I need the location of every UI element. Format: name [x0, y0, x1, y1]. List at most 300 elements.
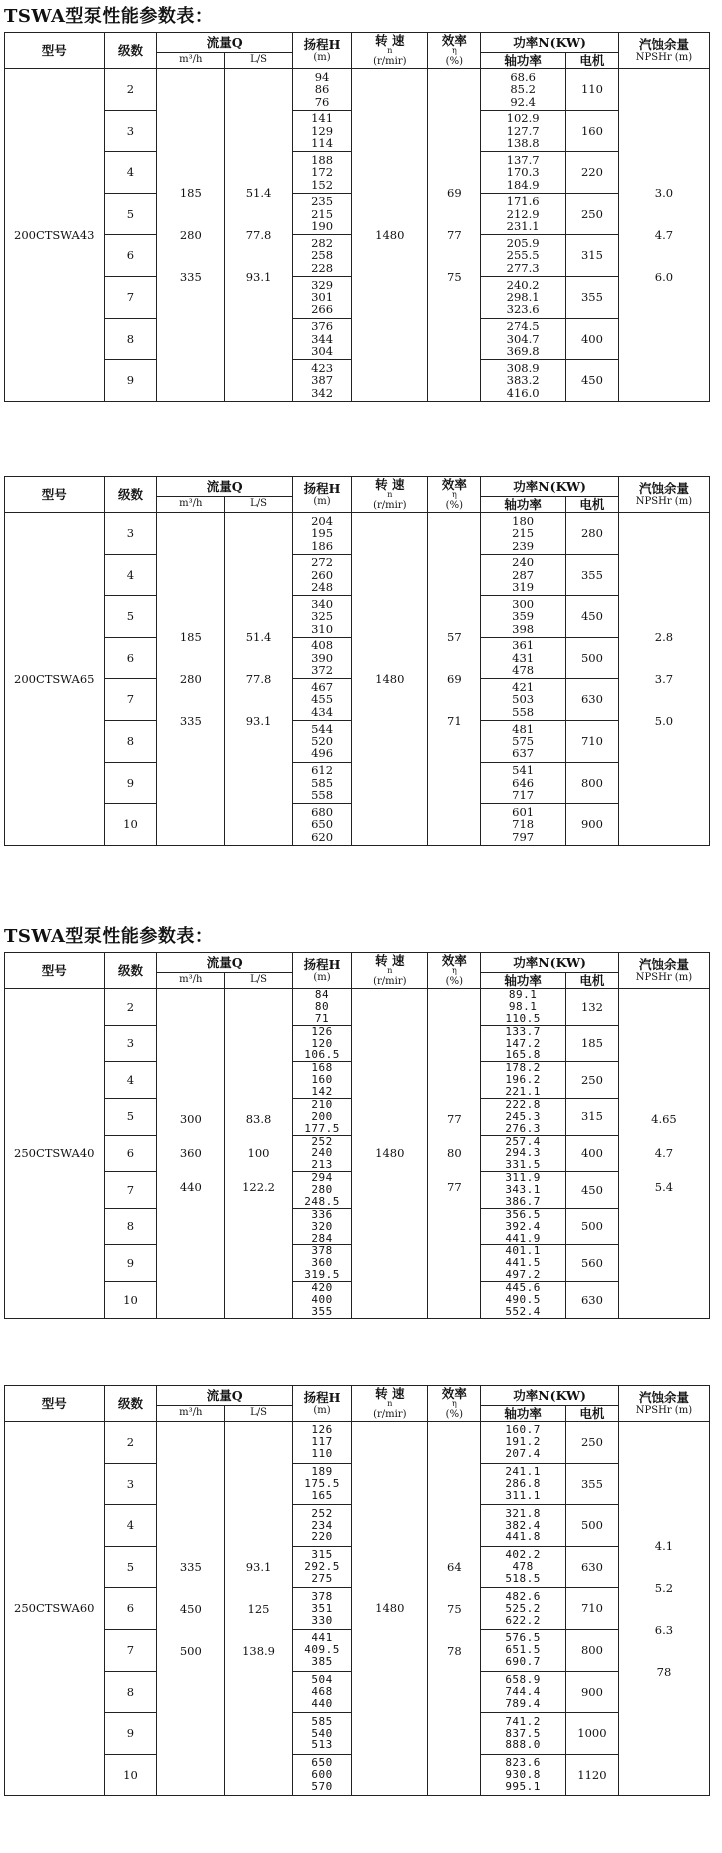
shaft-power-cell-value: 184.9: [506, 177, 540, 192]
motor-cell: 355: [565, 276, 618, 318]
header-flow-m3h: m³/h: [157, 53, 225, 69]
flow-m3h-cell-value: 335: [179, 1559, 202, 1574]
shaft-power-cell: [481, 513, 566, 555]
head-cell-value: 434: [311, 704, 334, 719]
motor-cell: 630: [565, 1282, 618, 1319]
performance-table: [4, 952, 710, 1319]
shaft-power-cell-value: 416.0: [506, 385, 540, 400]
header-flow-ls: L/S: [225, 973, 293, 989]
stage-cell: 5: [104, 193, 157, 235]
header-head: [292, 1386, 351, 1422]
head-cell-value: 585: [311, 775, 334, 790]
flow-ls-cell-value: 51.4: [245, 629, 272, 644]
header-motor: 电机: [565, 497, 618, 513]
shaft-power-cell-value: 541: [512, 763, 535, 778]
model-cell: 200CTSWA65: [5, 513, 105, 846]
header-speed-unit: (r/mir): [373, 500, 407, 512]
head-cell: [292, 1671, 351, 1713]
shaft-power-cell-value: 558: [512, 704, 535, 719]
flow-m3h-cell-value: 300: [179, 1112, 202, 1127]
head-cell: [292, 1463, 351, 1505]
head-cell-value: 272: [311, 555, 334, 570]
header-row: [5, 1386, 710, 1406]
motor-cell: 560: [565, 1245, 618, 1282]
header-stages: 级数: [104, 477, 157, 513]
efficiency-cell-value: 80: [447, 1146, 462, 1161]
shaft-power-cell-value: 102.9: [506, 111, 540, 126]
motor-cell: 710: [565, 720, 618, 762]
flow-m3h-cell-value: 500: [179, 1643, 202, 1658]
header-npsh-label: 汽蚀余量: [638, 481, 689, 497]
header-flow: 流量Q: [157, 477, 292, 497]
shaft-power-cell-value: 257.4: [505, 1135, 541, 1148]
shaft-power-cell-value: 718: [512, 817, 535, 832]
speed-cell: 1480: [352, 513, 428, 846]
header-eff-label: 效率: [441, 32, 467, 48]
header-flow-ls: L/S: [225, 497, 293, 513]
header-shaft-power: 轴功率: [481, 497, 566, 513]
header-motor: 电机: [565, 1406, 618, 1422]
head-cell-value: 280: [311, 1183, 333, 1196]
shaft-power-cell-value: 98.1: [508, 999, 538, 1013]
header-flow-ls: L/S: [225, 53, 293, 69]
npsh-cell-value: 78: [656, 1664, 672, 1679]
head-cell: [292, 1505, 351, 1547]
head-cell-value: 344: [311, 331, 334, 346]
head-cell-value: 76: [314, 94, 330, 109]
header-eff-label: 效率: [441, 952, 467, 968]
shaft-power-cell-value: 205.9: [506, 236, 540, 251]
head-cell: [292, 110, 351, 152]
npsh-cell-value: 4.7: [654, 1146, 674, 1161]
head-cell-value: 420: [311, 1281, 333, 1294]
stage-cell: 2: [104, 69, 157, 111]
header-flow: 流量Q: [157, 1386, 292, 1406]
head-cell-value: 650: [311, 817, 334, 832]
motor-cell: 250: [565, 193, 618, 235]
efficiency-cell-value: 71: [447, 713, 462, 728]
header-efficiency: [428, 953, 481, 989]
efficiency-cell: [428, 513, 481, 846]
flow-ls-cell: [225, 989, 293, 1319]
head-cell-value: 86: [314, 82, 330, 97]
header-head-unit: (m): [313, 971, 331, 983]
flow-m3h-cell-value: 185: [179, 185, 202, 200]
performance-table: [4, 1385, 710, 1796]
head-cell: [292, 360, 351, 402]
head-cell-value: 142: [311, 1085, 333, 1098]
head-cell: [292, 69, 351, 111]
head-cell: [292, 276, 351, 318]
header-eff-symbol: η: [451, 46, 457, 56]
shaft-power-cell: [481, 1546, 566, 1588]
header-stages: 级数: [104, 1386, 157, 1422]
header-efficiency: [428, 33, 481, 69]
head-cell-value: 468: [311, 1684, 333, 1698]
header-npsh-label: 汽蚀余量: [638, 1390, 689, 1406]
flow-m3h-cell-value: 360: [179, 1146, 202, 1161]
shaft-power-cell-value: 382.4: [505, 1518, 541, 1532]
header-motor: 电机: [565, 973, 618, 989]
shaft-power-cell-value: 575: [512, 734, 535, 749]
shaft-power-cell: [481, 69, 566, 111]
shaft-power-cell-value: 431: [512, 650, 535, 665]
shaft-power-cell-value: 286.8: [505, 1476, 541, 1490]
table-row: [5, 989, 710, 1026]
head-cell: [292, 1208, 351, 1245]
shaft-power-cell-value: 178.2: [505, 1061, 541, 1075]
header-shaft-power: 轴功率: [481, 973, 566, 989]
shaft-power-cell-value: 441.9: [505, 1231, 541, 1245]
head-cell-value: 319.5: [304, 1268, 340, 1282]
shaft-power-cell-value: 298.1: [506, 290, 540, 305]
flow-m3h-cell-value: 280: [179, 671, 202, 686]
motor-cell: 800: [565, 762, 618, 804]
stage-cell: 9: [104, 1245, 157, 1282]
shaft-power-cell-value: 797: [512, 829, 535, 844]
efficiency-cell-value: 77: [447, 1112, 462, 1127]
header-model: 型号: [5, 1386, 105, 1422]
shaft-power-cell: [481, 193, 566, 235]
npsh-cell-value: 4.65: [651, 1112, 677, 1127]
header-power: 功率N(KW): [481, 1386, 619, 1406]
npsh-cell-value: 3.0: [654, 185, 674, 200]
header-npsh: [618, 477, 709, 513]
shaft-power-cell-value: 276.3: [505, 1121, 541, 1135]
header-npsh-unit: NPSHr (m): [635, 971, 693, 983]
shaft-power-cell-value: 287: [512, 567, 535, 582]
stage-cell: 7: [104, 276, 157, 318]
header-head-unit: (m): [313, 51, 331, 63]
npsh-cell-value: 6.3: [654, 1622, 674, 1637]
head-cell-value: 558: [311, 788, 334, 803]
head-cell: [292, 1754, 351, 1796]
motor-cell: 1000: [565, 1713, 618, 1755]
flow-ls-cell-value: 138.9: [242, 1643, 275, 1658]
shaft-power-cell: [481, 804, 566, 846]
stage-cell: 4: [104, 152, 157, 194]
stage-cell: 9: [104, 1713, 157, 1755]
shaft-power-cell-value: 196.2: [505, 1073, 541, 1087]
motor-cell: 400: [565, 318, 618, 360]
model-cell: 250CTSWA60: [5, 1422, 105, 1796]
head-cell: [292, 235, 351, 277]
stage-cell: 6: [104, 235, 157, 277]
stage-cell: 7: [104, 1172, 157, 1209]
shaft-power-cell-value: 304.7: [506, 331, 540, 346]
table-row: [5, 69, 710, 111]
efficiency-cell-value: 75: [447, 269, 462, 284]
shaft-power-cell-value: 294.3: [505, 1146, 541, 1160]
head-cell: [292, 193, 351, 235]
shaft-power-cell-value: 277.3: [506, 260, 540, 275]
motor-cell: 800: [565, 1629, 618, 1671]
efficiency-cell-value: 69: [447, 185, 462, 200]
head-cell-value: 177.5: [304, 1121, 340, 1135]
header-eff-unit: (%): [445, 56, 463, 68]
head-cell: [292, 513, 351, 555]
head-cell-value: 235: [311, 194, 334, 209]
efficiency-cell: [428, 1422, 481, 1796]
shaft-power-cell: [481, 235, 566, 277]
shaft-power-cell-value: 518.5: [505, 1572, 541, 1586]
header-eff-label: 效率: [441, 1385, 467, 1401]
motor-cell: 500: [565, 1505, 618, 1547]
shaft-power-cell: [481, 1505, 566, 1547]
flow-m3h-cell-value: 335: [179, 269, 202, 284]
flow-m3h-cell: [157, 1422, 225, 1796]
header-head-unit: (m): [313, 1404, 331, 1416]
header-speed-label: 转 速: [375, 1385, 405, 1401]
header-efficiency: [428, 477, 481, 513]
shaft-power-cell-value: 137.7: [506, 152, 540, 167]
head-cell-value: 360: [311, 1256, 333, 1270]
npsh-cell-value: 4.1: [654, 1538, 674, 1553]
flow-m3h-cell-value: 450: [179, 1601, 202, 1616]
header-row: [5, 953, 710, 973]
stage-cell: 8: [104, 720, 157, 762]
shaft-power-cell: [481, 720, 566, 762]
header-model: 型号: [5, 953, 105, 989]
head-cell-value: 387: [311, 373, 334, 388]
shaft-power-cell: [481, 679, 566, 721]
shaft-power-cell: [481, 1629, 566, 1671]
table-row: [5, 1422, 710, 1464]
shaft-power-cell-value: 658.9: [505, 1673, 541, 1687]
flow-ls-cell-value: 51.4: [245, 185, 272, 200]
head-cell-value: 215: [311, 206, 334, 221]
head-cell-value: 294: [311, 1171, 333, 1185]
header-speed-label: 转 速: [375, 476, 405, 492]
stage-cell: 5: [104, 596, 157, 638]
shaft-power-cell-value: 441.5: [505, 1256, 541, 1270]
head-cell-value: 80: [314, 999, 330, 1013]
head-cell-value: 680: [311, 804, 334, 819]
head-cell: [292, 1713, 351, 1755]
header-speed-label: 转 速: [375, 32, 405, 48]
motor-cell: 450: [565, 360, 618, 402]
shaft-power-cell-value: 552.4: [505, 1304, 541, 1318]
section-title-2: TSWA型泵性能参数表：: [4, 926, 214, 947]
header-model: 型号: [5, 477, 105, 513]
head-cell-value: 213: [311, 1158, 333, 1172]
head-cell-value: 340: [311, 596, 334, 611]
stage-cell: 3: [104, 1463, 157, 1505]
head-cell-value: 220: [311, 1530, 333, 1544]
shaft-power-cell-value: 323.6: [506, 302, 540, 317]
shaft-power-cell-value: 165.8: [505, 1048, 541, 1062]
stage-cell: 10: [104, 1282, 157, 1319]
shaft-power-cell: [481, 1282, 566, 1319]
head-cell-value: 282: [311, 236, 334, 251]
head-cell-value: 385: [311, 1655, 333, 1669]
head-cell: [292, 596, 351, 638]
head-cell: [292, 1282, 351, 1319]
shaft-power-cell-value: 478: [512, 1560, 534, 1574]
stage-cell: 2: [104, 989, 157, 1026]
shaft-power-cell-value: 490.5: [505, 1292, 541, 1306]
head-cell-value: 467: [311, 680, 334, 695]
head-cell-value: 325: [311, 609, 334, 624]
head-cell-value: 315: [311, 1548, 333, 1562]
head-cell-value: 175.5: [304, 1476, 340, 1490]
motor-cell: 1120: [565, 1754, 618, 1796]
flow-m3h-cell: [157, 989, 225, 1319]
flow-ls-cell-value: 77.8: [245, 227, 272, 242]
stage-cell: 5: [104, 1098, 157, 1135]
shaft-power-cell-value: 441.8: [505, 1530, 541, 1544]
motor-cell: 220: [565, 152, 618, 194]
header-head: [292, 477, 351, 513]
head-cell-value: 120: [311, 1036, 333, 1050]
flow-ls-cell-value: 93.1: [245, 269, 272, 284]
header-eff-symbol: η: [451, 966, 457, 976]
shaft-power-cell-value: 241.1: [505, 1465, 541, 1479]
header-speed-symbol: n: [387, 966, 393, 976]
head-cell-value: 258: [311, 248, 334, 263]
shaft-power-cell-value: 383.2: [506, 373, 540, 388]
stage-cell: 3: [104, 110, 157, 152]
flow-m3h-cell: [157, 69, 225, 402]
stage-cell: 6: [104, 637, 157, 679]
header-flow-m3h: m³/h: [157, 497, 225, 513]
shaft-power-cell-value: 888.0: [505, 1738, 541, 1752]
motor-cell: 160: [565, 110, 618, 152]
efficiency-cell-value: 64: [447, 1559, 462, 1574]
header-eff-unit: (%): [445, 976, 463, 988]
head-cell: [292, 554, 351, 596]
shaft-power-cell-value: 239: [512, 538, 535, 553]
head-cell-value: 441: [311, 1631, 333, 1645]
npsh-cell-value: 5.2: [654, 1580, 674, 1595]
flow-m3h-cell-value: 440: [179, 1180, 202, 1195]
shaft-power-cell: [481, 1208, 566, 1245]
shaft-power-cell-value: 837.5: [505, 1726, 541, 1740]
shaft-power-cell: [481, 1671, 566, 1713]
shaft-power-cell-value: 133.7: [505, 1025, 541, 1038]
shaft-power-cell-value: 240.2: [506, 277, 540, 292]
head-cell: [292, 1422, 351, 1464]
head-cell-value: 252: [311, 1135, 333, 1148]
shaft-power-cell-value: 478: [512, 663, 535, 678]
motor-cell: 355: [565, 1463, 618, 1505]
shaft-power-cell-value: 525.2: [505, 1601, 541, 1615]
header-npsh: [618, 1386, 709, 1422]
shaft-power-cell-value: 481: [512, 721, 535, 736]
efficiency-cell-value: 75: [447, 1601, 462, 1616]
head-cell-value: 351: [311, 1601, 333, 1615]
head-cell: [292, 637, 351, 679]
header-speed: [352, 1386, 428, 1422]
npsh-cell: [618, 1422, 709, 1796]
shaft-power-cell-value: 359: [512, 609, 535, 624]
shaft-power-cell-value: 274.5: [506, 319, 540, 334]
motor-cell: 250: [565, 1062, 618, 1099]
head-cell-value: 195: [311, 526, 334, 541]
stage-cell: 4: [104, 1505, 157, 1547]
shaft-power-cell: [481, 276, 566, 318]
shaft-power-cell-value: 402.2: [505, 1548, 541, 1562]
shaft-power-cell-value: 744.4: [505, 1684, 541, 1698]
flow-ls-cell: [225, 513, 293, 846]
shaft-power-cell-value: 361: [512, 638, 535, 653]
head-cell: [292, 762, 351, 804]
npsh-cell-value: 5.4: [654, 1180, 674, 1195]
shaft-power-cell-value: 170.3: [506, 165, 540, 180]
shaft-power-cell-value: 356.5: [505, 1208, 541, 1221]
header-motor: 电机: [565, 53, 618, 69]
shaft-power-cell-value: 401.1: [505, 1244, 541, 1258]
shaft-power-cell: [481, 360, 566, 402]
motor-cell: 500: [565, 1208, 618, 1245]
efficiency-cell-value: 77: [447, 1180, 462, 1195]
motor-cell: 900: [565, 804, 618, 846]
head-cell-value: 650: [311, 1756, 333, 1770]
stage-cell: 8: [104, 318, 157, 360]
shaft-power-cell-value: 180: [512, 513, 535, 528]
motor-cell: 132: [565, 989, 618, 1026]
header-eff-symbol: η: [451, 1399, 457, 1409]
shaft-power-cell-value: 207.4: [505, 1447, 541, 1461]
header-head-label: 扬程H: [303, 481, 341, 497]
head-cell-value: 275: [311, 1572, 333, 1586]
head-cell-value: 152: [311, 177, 334, 192]
shaft-power-cell-value: 245.3: [505, 1109, 541, 1123]
head-cell-value: 440: [311, 1696, 333, 1710]
motor-cell: 280: [565, 513, 618, 555]
header-npsh-label: 汽蚀余量: [638, 957, 689, 973]
flow-m3h-cell-value: 280: [179, 227, 202, 242]
flow-ls-cell: [225, 69, 293, 402]
head-cell-value: 342: [311, 385, 334, 400]
header-speed-symbol: n: [387, 490, 393, 500]
shaft-power-cell-value: 445.6: [505, 1281, 541, 1294]
head-cell-value: 330: [311, 1613, 333, 1627]
speed-cell: 1480: [352, 69, 428, 402]
shaft-power-cell: [481, 152, 566, 194]
stage-cell: 6: [104, 1588, 157, 1630]
shaft-power-cell-value: 138.8: [506, 136, 540, 151]
flow-ls-cell-value: 83.8: [245, 1112, 272, 1127]
npsh-cell-value: 2.8: [654, 629, 674, 644]
header-flow-ls: L/S: [225, 1406, 293, 1422]
shaft-power-cell-value: 231.1: [506, 219, 540, 234]
header-flow: 流量Q: [157, 33, 292, 53]
header-power: 功率N(KW): [481, 477, 619, 497]
shaft-power-cell: [481, 1463, 566, 1505]
shaft-power-cell-value: 503: [512, 692, 535, 707]
head-cell: [292, 1629, 351, 1671]
head-cell: [292, 152, 351, 194]
head-cell: [292, 1135, 351, 1172]
header-power: 功率N(KW): [481, 953, 619, 973]
head-cell-value: 570: [311, 1779, 333, 1793]
header-efficiency: [428, 1386, 481, 1422]
flow-m3h-cell: [157, 513, 225, 846]
shaft-power-cell-value: 222.8: [505, 1098, 541, 1111]
efficiency-cell-value: 78: [447, 1643, 462, 1658]
stage-cell: 4: [104, 554, 157, 596]
head-cell: [292, 1098, 351, 1135]
head-cell: [292, 720, 351, 762]
head-cell-value: 129: [311, 123, 334, 138]
shaft-power-cell-value: 221.1: [505, 1085, 541, 1098]
head-cell-value: 189: [311, 1465, 333, 1479]
head-cell: [292, 1546, 351, 1588]
npsh-cell-value: 5.0: [654, 713, 674, 728]
shaft-power-cell-value: 331.5: [505, 1158, 541, 1172]
head-cell: [292, 679, 351, 721]
